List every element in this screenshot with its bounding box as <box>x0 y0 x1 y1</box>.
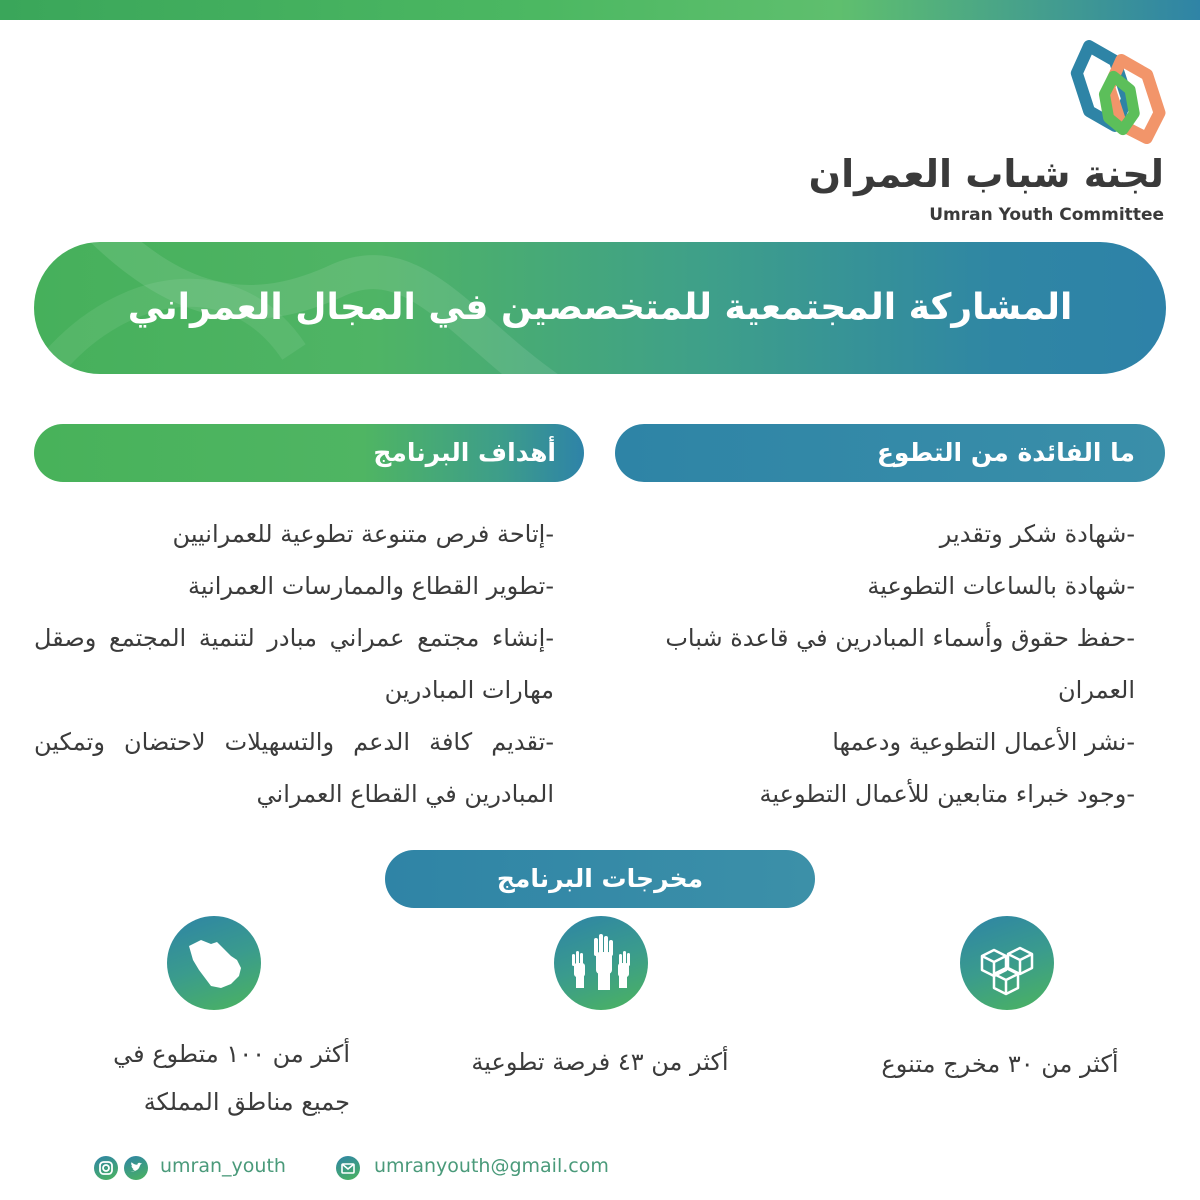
output-text-line: أكثر من ١٠٠ متطوع في <box>113 1040 350 1068</box>
list-item: -نشر الأعمال التطوعية ودعمها <box>832 728 1135 756</box>
list-item: -تطوير القطاع والممارسات العمرانية <box>187 572 554 600</box>
logo-arabic-name: لجنة شباب العمران <box>808 152 1164 196</box>
twitter-icon[interactable] <box>124 1156 148 1180</box>
goals-heading: أهداف البرنامج <box>373 438 556 467</box>
instagram-icon[interactable] <box>94 1156 118 1180</box>
output-text <box>60 1030 350 1126</box>
benefits-heading-pill <box>615 424 1165 482</box>
list-item: -إتاحة فرص متنوعة تطوعية للعمرانيين <box>172 520 554 548</box>
banner-title: المشاركة المجتمعية للمتخصصين في المجال العمراني <box>127 287 1073 328</box>
logo-english-name: Umran Youth Committee <box>929 205 1164 225</box>
list-item: -شهادة شكر وتقدير <box>939 520 1135 548</box>
saudi-map-icon <box>167 916 261 1010</box>
list-item: -إنشاء مجتمع عمراني مبادر لتنمية المجتمع وصقل مهارات المبادرين <box>34 624 554 704</box>
boxes-icon <box>960 916 1054 1010</box>
output-circle <box>554 916 648 1010</box>
benefits-list <box>615 508 1135 820</box>
output-text-line: جميع مناطق المملكة <box>143 1088 350 1116</box>
goals-list <box>34 508 554 820</box>
title-banner <box>34 242 1166 374</box>
benefits-heading: ما الفائدة من التطوع <box>876 438 1135 467</box>
list-item: -وجود خبراء متابعين للأعمال التطوعية <box>759 780 1135 808</box>
list-item: -حفظ حقوق وأسماء المبادرين في قاعدة شباب العمران <box>665 624 1135 704</box>
mail-icon[interactable] <box>336 1156 360 1180</box>
list-item: -تقديم كافة الدعم والتسهيلات لاحتضان وتمكين المبادرين في القطاع العمراني <box>34 728 554 808</box>
outputs-heading: مخرجات البرنامج <box>496 864 704 893</box>
email-address[interactable]: umranyouth@gmail.com <box>374 1155 609 1177</box>
goals-heading-pill <box>34 424 584 482</box>
list-item: -شهادة بالساعات التطوعية <box>867 572 1135 600</box>
output-circle <box>167 916 261 1010</box>
logo-icon <box>1062 36 1172 146</box>
social-handle[interactable]: umran_youth <box>160 1155 286 1177</box>
raised-hands-icon <box>554 916 648 1010</box>
outputs-heading-pill <box>385 850 815 908</box>
output-text: أكثر من ٤٣ فرصة تطوعية <box>471 1048 729 1076</box>
output-text: أكثر من ٣٠ مخرج متنوع <box>881 1050 1119 1078</box>
output-circle <box>960 916 1054 1010</box>
top-gradient-bar <box>0 0 1200 20</box>
